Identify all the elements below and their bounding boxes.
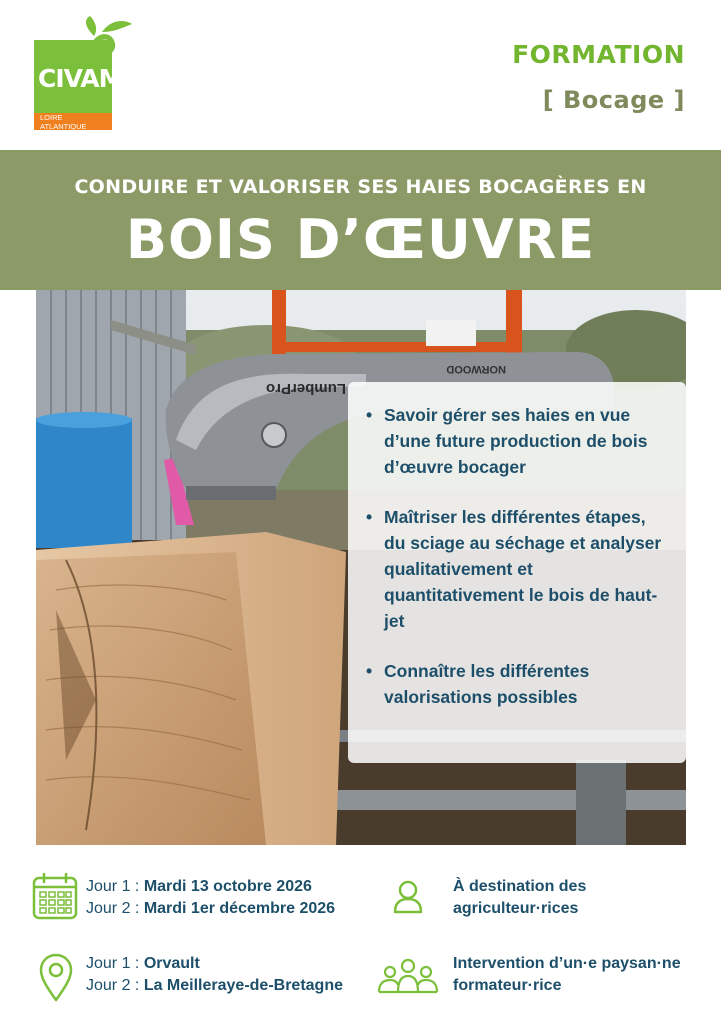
audience-line1: À destination des — [453, 878, 587, 895]
location-pin-icon — [38, 952, 74, 1002]
logo-subtitle-line2: ATLANTIQUE — [40, 122, 87, 131]
category-heading: FORMATION — [512, 40, 685, 69]
objectives-panel — [348, 382, 686, 763]
banner-subtitle: CONDUIRE ET VALORISER SES HAIES BOCAGÈRES EN — [74, 176, 647, 198]
date-day1-value: Mardi 13 octobre 2026 — [143, 878, 312, 895]
person-icon — [393, 880, 423, 914]
date-day2 — [86, 898, 335, 920]
objective-item: • Maîtriser les différentes étapes, du sciage au séchage et analyser qualitativement et quantitativement le bois de haut-jet — [362, 504, 670, 634]
title-banner — [0, 150, 721, 290]
date-day1 — [86, 876, 335, 898]
machine-brand: LumberPro — [265, 380, 346, 397]
trainer-line1: Intervention d’un·e paysan·ne — [453, 955, 681, 972]
objectives-list — [362, 402, 670, 710]
logo-subtitle-line1: LOIRE — [40, 113, 63, 122]
machine-maker: NORWOOD — [446, 363, 506, 375]
location-day1 — [86, 953, 343, 975]
trainer-line2: formateur·rice — [453, 977, 562, 994]
date-day2-label: Jour 2 : — [86, 900, 144, 917]
location-day2-value: La Meilleraye-de-Bretagne — [143, 977, 343, 994]
group-icon — [376, 958, 440, 994]
date-day1-label: Jour 1 : — [86, 878, 144, 895]
location-day1-value: Orvault — [143, 955, 200, 972]
locations-block — [86, 953, 343, 997]
audience-line2: agriculteur·rices — [453, 900, 579, 917]
civam-logo — [34, 14, 134, 132]
date-day2-value: Mardi 1er décembre 2026 — [143, 900, 336, 917]
sawmill-photo — [36, 290, 686, 845]
banner-title: BOIS D’ŒUVRE — [125, 208, 596, 271]
calendar-icon — [32, 872, 78, 920]
audience-block — [453, 876, 586, 920]
location-day2 — [86, 975, 343, 997]
objective-item: • Savoir gérer ses haies en vue d’une future production de bois d’œuvre bocager — [362, 402, 670, 480]
logo-name: CIVAM — [38, 64, 123, 93]
trainer-block — [453, 953, 681, 997]
objective-item: • Connaître les différentes valorisations possibles — [362, 658, 670, 710]
logo-subtitle — [34, 113, 112, 130]
topic-tag: [ Bocage ] — [542, 86, 685, 114]
location-day1-label: Jour 1 : — [86, 955, 144, 972]
location-day2-label: Jour 2 : — [86, 977, 144, 994]
dates-block — [86, 876, 335, 920]
